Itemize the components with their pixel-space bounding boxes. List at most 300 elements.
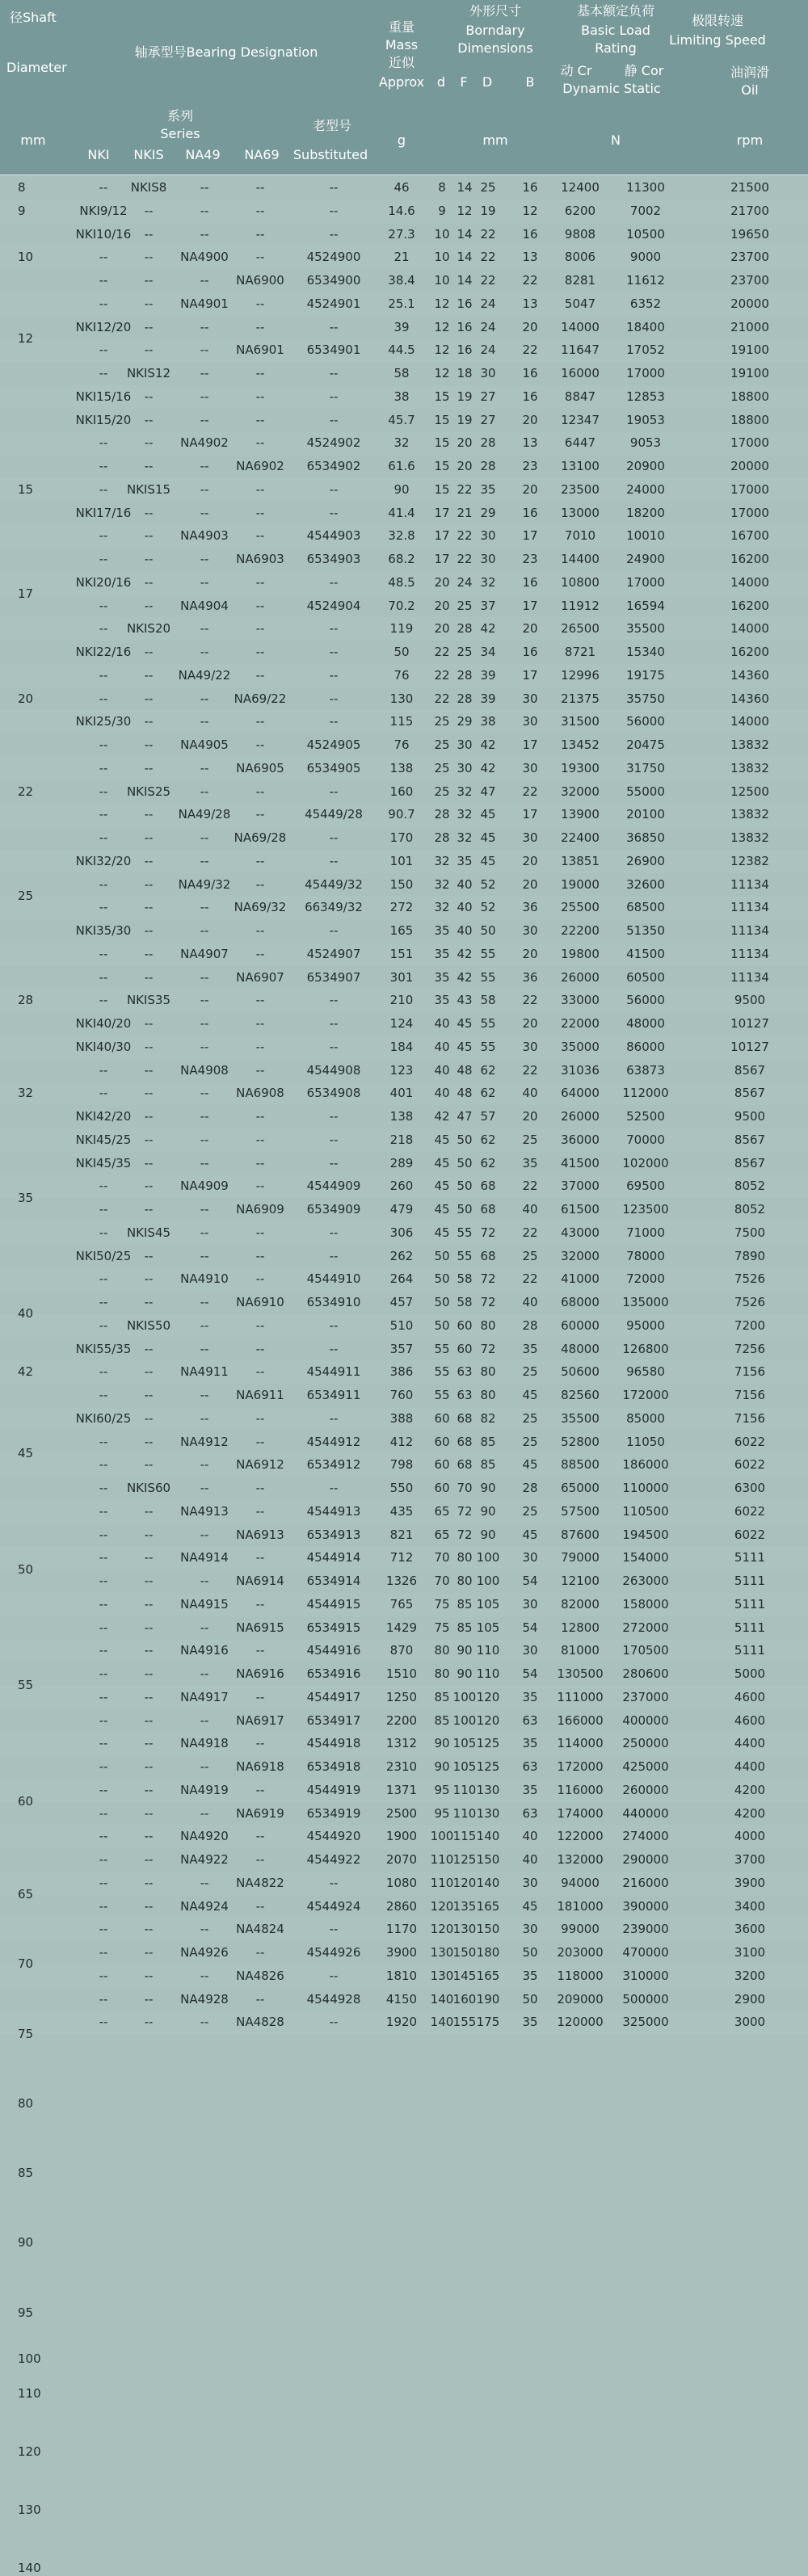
cell-na69: NA6902 (236, 459, 284, 473)
cell-na49: NA4919 (180, 1782, 229, 1797)
cell-big-d: 105 (476, 1620, 500, 1635)
cell-na49: NA4910 (180, 1271, 229, 1287)
cell-big-d: 150 (476, 1852, 500, 1867)
cell-na49: NA4917 (180, 1689, 229, 1704)
cell-static: 16594 (626, 598, 665, 613)
cell-substituted: 4544903 (306, 528, 361, 544)
cell-big-d: 38 (480, 714, 496, 729)
cell-speed: 14360 (730, 667, 769, 683)
cell-f: 115 (452, 1829, 477, 1844)
cell-na69: -- (255, 1643, 265, 1658)
cell-b: 13 (522, 296, 538, 311)
shaft-diameter-value: 65 (18, 1887, 34, 1902)
cell-d: 15 (434, 459, 450, 473)
cell-static: 56000 (626, 714, 665, 729)
cell-b: 22 (522, 1271, 538, 1287)
cell-static: 35750 (626, 691, 665, 706)
cell-big-d: 45 (480, 830, 496, 845)
cell-substituted: -- (329, 574, 339, 590)
cell-nkis: -- (144, 1922, 154, 1937)
cell-b: 22 (522, 784, 538, 799)
table-row (0, 1825, 808, 1848)
cell-nkis: -- (144, 1991, 154, 2007)
cell-speed: 19100 (730, 342, 769, 358)
cell-na49: NA4924 (180, 1898, 229, 1914)
cell-dynamic: 174000 (557, 1805, 604, 1821)
shaft-diameter-value: 25 (18, 888, 34, 903)
cell-b: 54 (522, 1620, 538, 1635)
series-nkis: NKIS (133, 147, 164, 162)
cell-nki: -- (99, 1503, 108, 1519)
table-row (0, 338, 808, 362)
cell-static: 85000 (626, 1410, 665, 1426)
cell-substituted: -- (329, 923, 339, 938)
cell-mass: 25.1 (388, 296, 415, 311)
cell-speed: 4200 (734, 1805, 766, 1821)
cell-dynamic: 5047 (564, 296, 596, 311)
cell-na49: -- (200, 342, 209, 358)
cell-nkis: -- (144, 969, 154, 985)
cell-substituted: -- (329, 203, 339, 218)
cell-nkis: -- (144, 528, 154, 544)
cell-speed: 14000 (730, 574, 769, 590)
cell-f: 14 (457, 180, 473, 195)
cell-na49: NA4914 (180, 1550, 229, 1565)
cell-nkis: -- (144, 574, 154, 590)
cell-substituted: -- (329, 691, 339, 706)
cell-d: 140 (430, 2015, 454, 2030)
cell-d: 20 (434, 574, 450, 590)
cell-mass: 1250 (385, 1689, 418, 1704)
cell-f: 32 (457, 784, 473, 799)
cell-nkis: -- (144, 1620, 154, 1635)
cell-na69: -- (255, 412, 265, 427)
cell-static: 69500 (626, 1179, 665, 1194)
cell-nkis: -- (144, 1945, 154, 1960)
cell-na49: -- (200, 180, 209, 195)
cell-f: 100 (452, 1689, 477, 1704)
cell-na69: -- (255, 1016, 265, 1031)
cell-d: 60 (434, 1434, 450, 1449)
table-row (0, 1245, 808, 1268)
cell-static: 78000 (626, 1248, 665, 1263)
cell-nkis: NKIS8 (130, 180, 167, 195)
cell-dynamic: 19000 (561, 876, 600, 892)
cell-na49: -- (200, 923, 209, 938)
cell-mass: 68.2 (388, 552, 415, 566)
cell-nkis: -- (144, 1248, 154, 1263)
cell-nki: -- (99, 1596, 108, 1612)
cell-speed: 19100 (730, 366, 769, 380)
cell-na69: NA4828 (236, 2015, 284, 2030)
cell-na49: NA4900 (180, 250, 229, 265)
cell-nki: -- (99, 1782, 108, 1797)
cell-f: 50 (457, 1202, 473, 1217)
cell-d: 130 (430, 1945, 454, 1960)
table-row (0, 1965, 808, 1988)
cell-static: 51350 (626, 923, 665, 938)
cell-na69: -- (255, 1179, 265, 1194)
cell-d: 10 (434, 273, 450, 288)
cell-nkis: -- (144, 1689, 154, 1704)
cell-mass: 76 (393, 738, 410, 752)
cell-na49: -- (200, 645, 209, 659)
cell-nki: NKI10/16 (75, 226, 132, 242)
cell-b: 35 (522, 1782, 538, 1797)
cell-mass: 76 (393, 667, 410, 683)
load-label-en: Basic Load (581, 23, 650, 38)
cell-mass: 765 (389, 1596, 414, 1612)
cell-b: 25 (522, 1434, 538, 1449)
cell-speed: 16200 (730, 598, 769, 613)
cell-big-d: 22 (480, 250, 496, 265)
cell-d: 55 (434, 1388, 450, 1402)
cell-big-d: 85 (480, 1434, 496, 1449)
cell-f: 42 (457, 946, 473, 961)
cell-f: 58 (457, 1271, 473, 1287)
cell-na49: NA4911 (180, 1364, 229, 1380)
cell-mass: 357 (389, 1341, 414, 1356)
cell-speed: 12500 (730, 784, 769, 799)
cell-b: 28 (522, 1317, 538, 1333)
cell-na49: -- (200, 1922, 209, 1937)
table-row (0, 409, 808, 432)
cell-static: 112000 (622, 1086, 669, 1101)
cell-na49: -- (200, 459, 209, 473)
cell-d: 65 (434, 1503, 450, 1519)
cell-static: 500000 (622, 1991, 669, 2007)
cell-substituted: 6534911 (306, 1388, 361, 1402)
table-row (0, 1895, 808, 1918)
cell-f: 90 (457, 1666, 473, 1681)
cell-static: 52500 (626, 1109, 665, 1124)
cell-big-d: 39 (480, 691, 496, 706)
cell-big-d: 80 (480, 1317, 496, 1333)
cell-b: 63 (522, 1759, 538, 1774)
cell-nki: -- (99, 993, 108, 1008)
cell-nkis: -- (144, 691, 154, 706)
table-row (0, 1477, 808, 1500)
cell-static: 55000 (626, 784, 665, 799)
cell-dynamic: 31036 (561, 1062, 600, 1078)
cell-nki: -- (99, 876, 108, 892)
cell-nkis: -- (144, 319, 154, 334)
cell-d: 40 (434, 1086, 450, 1101)
cell-big-d: 24 (480, 296, 496, 311)
cell-f: 42 (457, 969, 473, 985)
cell-nki: -- (99, 366, 108, 380)
cell-dynamic: 12400 (561, 180, 600, 195)
cell-substituted: 4544914 (306, 1550, 361, 1565)
table-row (0, 873, 808, 897)
table-row (0, 478, 808, 502)
cell-b: 20 (522, 1109, 538, 1124)
table-row (0, 571, 808, 595)
cell-big-d: 28 (480, 459, 496, 473)
cell-nkis: -- (144, 1712, 154, 1728)
cell-speed: 4400 (734, 1736, 766, 1751)
mass-label-cn: 重量 (388, 19, 415, 35)
cell-d: 45 (434, 1179, 450, 1194)
table-row (0, 223, 808, 246)
cell-big-d: 22 (480, 226, 496, 242)
cell-b: 30 (522, 1922, 538, 1937)
cell-substituted: -- (329, 1016, 339, 1031)
table-row (0, 1779, 808, 1802)
cell-nki: -- (99, 180, 108, 195)
cell-f: 22 (457, 528, 473, 544)
cell-mass: 1510 (385, 1666, 418, 1681)
cell-nkis: -- (144, 1271, 154, 1287)
cell-dynamic: 172000 (557, 1759, 604, 1774)
cell-static: 12853 (626, 389, 665, 404)
cell-dynamic: 12347 (561, 412, 600, 427)
dimensions-label-cn: 外形尺寸 (469, 3, 522, 19)
cell-f: 80 (457, 1550, 473, 1565)
cell-static: 86000 (626, 1039, 665, 1054)
cell-big-d: 62 (480, 1062, 496, 1078)
cell-d: 45 (434, 1202, 450, 1217)
cell-b: 45 (522, 1527, 538, 1542)
cell-na49: -- (200, 389, 209, 404)
cell-big-d: 35 (480, 481, 496, 497)
cell-na49: NA4901 (180, 296, 229, 311)
cell-b: 30 (522, 691, 538, 706)
cell-nki: -- (99, 1179, 108, 1194)
cell-na69: -- (255, 1736, 265, 1751)
cell-nkis: -- (144, 1875, 154, 1890)
cell-big-d: 62 (480, 1086, 496, 1101)
cell-d: 95 (434, 1805, 450, 1821)
cell-na49: -- (200, 1805, 209, 1821)
cell-d: 55 (434, 1341, 450, 1356)
cell-na49: -- (200, 1388, 209, 1402)
table-row (0, 1453, 808, 1477)
cell-na69: -- (255, 1945, 265, 1960)
cell-f: 125 (452, 1852, 477, 1867)
table-row (0, 2011, 808, 2034)
cell-d: 80 (434, 1643, 450, 1658)
cell-na69: NA6913 (236, 1527, 284, 1542)
cell-nkis: -- (144, 203, 154, 218)
cell-b: 30 (522, 830, 538, 845)
cell-speed: 5111 (734, 1620, 766, 1635)
cell-na49: -- (200, 505, 209, 520)
cell-d: 10 (434, 226, 450, 242)
shaft-diameter-value: 75 (18, 2026, 34, 2041)
mass-label-en: Mass (385, 37, 419, 53)
cell-d: 50 (434, 1295, 450, 1309)
cell-f: 12 (457, 203, 473, 218)
cell-big-d: 180 (476, 1945, 500, 1960)
cell-speed: 6022 (734, 1434, 766, 1449)
cell-dynamic: 36000 (561, 1132, 600, 1147)
cell-na49: -- (200, 1295, 209, 1309)
cell-na69: -- (255, 598, 265, 613)
cell-b: 16 (522, 505, 538, 520)
table-row (0, 966, 808, 990)
cell-substituted: -- (329, 366, 339, 380)
cell-nkis: -- (144, 946, 154, 961)
cell-nki: -- (99, 1805, 108, 1821)
cell-speed: 20000 (730, 459, 769, 473)
cell-b: 25 (522, 1364, 538, 1380)
cell-f: 68 (457, 1457, 473, 1473)
cell-mass: 115 (389, 714, 414, 729)
table-row (0, 1012, 808, 1036)
cell-speed: 9500 (734, 1109, 766, 1124)
cell-d: 35 (434, 969, 450, 985)
table-row (0, 1152, 808, 1175)
cell-big-d: 55 (480, 1016, 496, 1031)
cell-nkis: -- (144, 1155, 154, 1170)
static-label: 静 Cor (624, 63, 664, 78)
shaft-diameter-value: 120 (18, 2444, 41, 2460)
cell-na69: -- (255, 1481, 265, 1495)
cell-b: 23 (522, 552, 538, 566)
cell-nki: -- (99, 250, 108, 265)
cell-nkis: NKIS50 (126, 1317, 171, 1333)
cell-nki: -- (99, 1457, 108, 1473)
cell-nki: -- (99, 598, 108, 613)
cell-na69: NA6905 (236, 760, 284, 775)
cell-nkis: -- (144, 853, 154, 868)
cell-dynamic: 21375 (561, 691, 600, 706)
cell-mass: 2500 (385, 1805, 418, 1821)
cell-nkis: -- (144, 598, 154, 613)
cell-nki: -- (99, 552, 108, 566)
cell-f: 28 (457, 667, 473, 683)
cell-na69: -- (255, 714, 265, 729)
cell-speed: 8567 (734, 1062, 766, 1078)
cell-static: 10500 (626, 226, 665, 242)
cell-nkis: -- (144, 760, 154, 775)
cell-b: 16 (522, 180, 538, 195)
cell-mass: 4150 (385, 1991, 418, 2007)
cell-dynamic: 22200 (561, 923, 600, 938)
cell-big-d: 80 (480, 1364, 496, 1380)
cell-substituted: 6534900 (306, 273, 361, 288)
cell-f: 150 (452, 1945, 477, 1960)
cell-speed: 3100 (734, 1945, 766, 1960)
cell-dynamic: 209000 (557, 1991, 604, 2007)
cell-d: 17 (434, 505, 450, 520)
cell-f: 32 (457, 830, 473, 845)
cell-static: 48000 (626, 1016, 665, 1031)
table-row (0, 1988, 808, 2011)
cell-d: 32 (434, 876, 450, 892)
cell-dynamic: 41000 (561, 1271, 600, 1287)
cell-static: 102000 (622, 1155, 669, 1170)
cell-big-d: 105 (476, 1596, 500, 1612)
cell-nki: -- (99, 481, 108, 497)
cell-big-d: 24 (480, 319, 496, 334)
cell-nki: -- (99, 435, 108, 451)
table-row (0, 1709, 808, 1733)
cell-substituted: -- (329, 1225, 339, 1240)
cell-static: 18200 (626, 505, 665, 520)
cell-d: 85 (434, 1689, 450, 1704)
cell-na69: -- (255, 1852, 265, 1867)
cell-speed: 11134 (730, 876, 769, 892)
cell-dynamic: 35500 (561, 1410, 600, 1426)
cell-nki: NKI12/20 (75, 319, 132, 334)
cell-static: 15340 (626, 645, 665, 659)
cell-speed: 8567 (734, 1086, 766, 1101)
cell-nki: -- (99, 296, 108, 311)
cell-substituted: -- (329, 389, 339, 404)
cell-na69: -- (255, 993, 265, 1008)
cell-mass: 401 (389, 1086, 414, 1101)
cell-d: 22 (434, 645, 450, 659)
cell-speed: 8567 (734, 1132, 766, 1147)
cell-na49: NA49/22 (178, 667, 231, 683)
table-row (0, 1198, 808, 1221)
table-row (0, 826, 808, 850)
cell-speed: 7526 (734, 1271, 766, 1287)
cell-f: 105 (452, 1736, 477, 1751)
cell-mass: 479 (389, 1202, 414, 1217)
cell-nki: -- (99, 691, 108, 706)
cell-dynamic: 35000 (561, 1039, 600, 1054)
cell-nki: -- (99, 1202, 108, 1217)
cell-b: 30 (522, 1875, 538, 1890)
cell-mass: 124 (389, 1016, 414, 1031)
cell-substituted: 4544915 (306, 1596, 361, 1612)
cell-mass: 388 (389, 1410, 414, 1426)
cell-static: 135000 (622, 1295, 669, 1309)
cell-b: 20 (522, 412, 538, 427)
cell-static: 470000 (622, 1945, 669, 1960)
cell-big-d: 190 (476, 1991, 500, 2007)
cell-big-d: 39 (480, 667, 496, 683)
cell-na69: NA4826 (236, 1968, 284, 1983)
cell-b: 17 (522, 738, 538, 752)
cell-na49: -- (200, 760, 209, 775)
cell-mass: 1371 (385, 1782, 418, 1797)
cell-nki: -- (99, 1829, 108, 1844)
cell-static: 24000 (626, 481, 665, 497)
cell-dynamic: 130500 (557, 1666, 604, 1681)
cell-na69: -- (255, 667, 265, 683)
cell-na49: -- (200, 1109, 209, 1124)
designation-title: 轴承型号Bearing Designation (134, 44, 318, 60)
cell-d: 20 (434, 621, 450, 637)
cell-dynamic: 19300 (561, 760, 600, 775)
cell-nkis: -- (144, 1898, 154, 1914)
cell-na69: -- (255, 1271, 265, 1287)
cell-substituted: -- (329, 1481, 339, 1495)
cell-substituted: 4544909 (306, 1179, 361, 1194)
table-row (0, 524, 808, 548)
cell-substituted: 4524902 (306, 435, 361, 451)
cell-na49: -- (200, 203, 209, 218)
cell-speed: 7156 (734, 1410, 766, 1426)
cell-substituted: 4544918 (306, 1736, 361, 1751)
cell-big-d: 55 (480, 969, 496, 985)
cell-f: 16 (457, 296, 473, 311)
cell-mass: 306 (389, 1225, 414, 1240)
cell-mass: 1312 (385, 1736, 418, 1751)
cell-dynamic: 22400 (561, 830, 600, 845)
cell-big-d: 50 (480, 923, 496, 938)
cell-b: 35 (522, 1155, 538, 1170)
cell-speed: 23700 (730, 273, 769, 288)
cell-mass: 14.6 (388, 203, 415, 218)
cell-na49: -- (200, 784, 209, 799)
table-row (0, 919, 808, 943)
cell-na49: NA49/32 (178, 876, 231, 892)
